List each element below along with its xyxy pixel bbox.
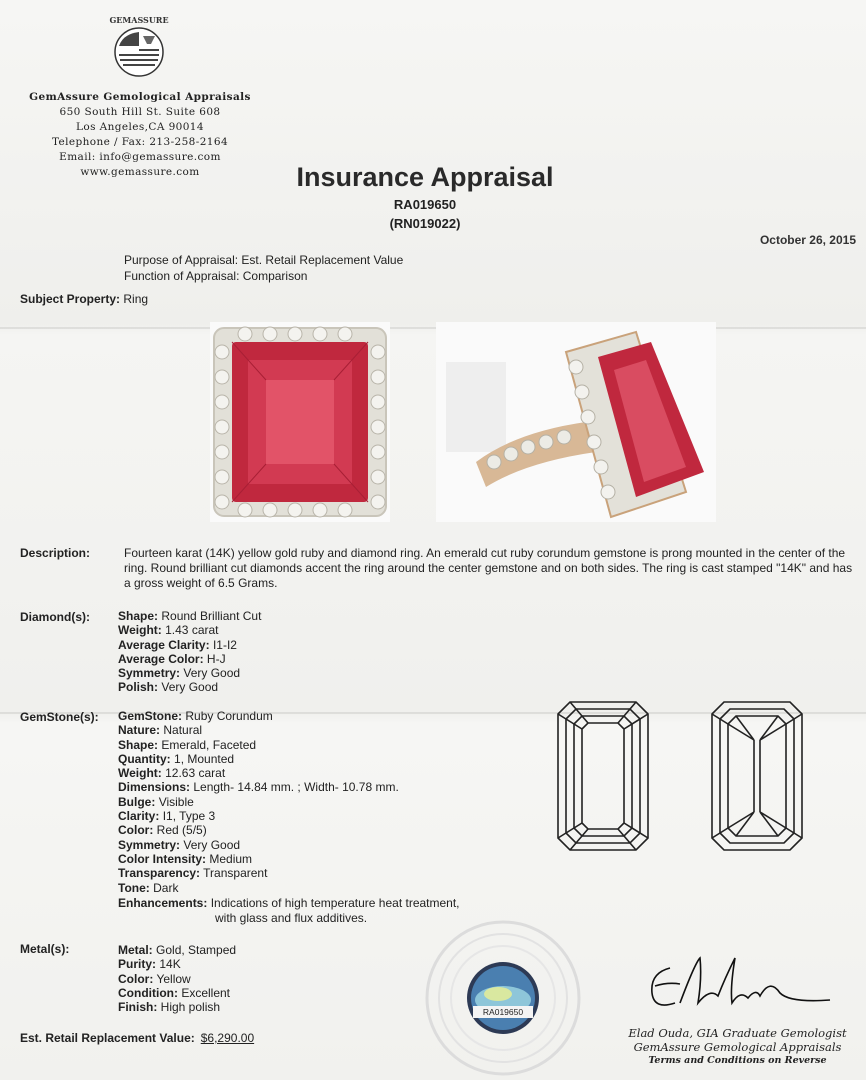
handwritten-signature [640, 948, 840, 1018]
diamond-row: Average Clarity: I1-I2 [118, 637, 237, 652]
purpose-line: Purpose of Appraisal: Est. Retail Replacement Value [124, 253, 404, 267]
company-name: GemAssure Gemological Appraisals [29, 91, 251, 103]
metal-row: Purity: 14K [118, 957, 181, 972]
company-address-block [20, 90, 260, 180]
hologram-seal [418, 918, 588, 1078]
metal-row: Color: Yellow [118, 971, 191, 986]
signature-block [620, 1027, 855, 1068]
gemassure-logo [93, 10, 185, 98]
gem-row: Shape: Emerald, Faceted [118, 737, 257, 752]
diamond-row: Symmetry: Very Good [118, 666, 241, 681]
diamond-row: Polish: Very Good [118, 680, 219, 695]
enhancements: Enhancements: Indications of high temperature heat treatment, with glass and flux additives. [118, 896, 460, 925]
description-label: Description: [20, 546, 91, 560]
estimated-value: Est. Retail Replacement Value: $6,290.00 [20, 1031, 255, 1045]
gem-row: Weight: 12.63 carat [118, 766, 226, 781]
appraisal-date: October 26, 2015 [759, 233, 856, 247]
gemstones-label: GemStone(s): [20, 710, 99, 724]
metal-row: Metal: Gold, Stamped [118, 943, 237, 957]
gem-row: Bulge: Visible [118, 794, 194, 809]
ring-photo-front [210, 322, 390, 522]
function-line: Function of Appraisal: Comparison [124, 269, 308, 283]
gem-row: Dimensions: Length- 14.84 mm. ; Width- 10.78 mm. [118, 780, 399, 795]
gem-row: Clarity: I1, Type 3 [118, 809, 216, 824]
reference-number: (RN019022) [389, 216, 461, 231]
emerald-cut-diagram-bottom [710, 700, 804, 852]
metal-row: Finish: High polish [118, 1000, 221, 1015]
metal-details [118, 943, 236, 1014]
terms-note: Terms and Conditions on Reverse [648, 1055, 827, 1066]
seal-number: RA019650 [482, 1007, 524, 1017]
ring-photo-side [436, 322, 716, 522]
appraisal-number: RA019650 [393, 197, 457, 212]
svg-text:GEMASSURE: GEMASSURE [109, 15, 169, 25]
subject-value: Ring [123, 292, 149, 306]
address-line-1: 650 South Hill St. Suite 608 [59, 106, 221, 118]
phone: Telephone / Fax: 213-258-2164 [51, 136, 229, 148]
address-line-2: Los Angeles,CA 90014 [76, 121, 204, 133]
gem-row: Nature: Natural [118, 723, 203, 738]
signer-name: Elad Ouda, GIA Graduate Gemologist [628, 1026, 847, 1040]
gem-row: GemStone: Ruby Corundum [118, 709, 273, 723]
gem-row: Color Intensity: Medium [118, 851, 253, 866]
paper-fold [0, 327, 866, 329]
diamond-row: Weight: 1.43 carat [118, 623, 219, 638]
signer-company: GemAssure Gemological Appraisals [633, 1039, 842, 1054]
gem-row: Color: Red (5/5) [118, 823, 207, 838]
diamonds-label: Diamond(s): [20, 610, 90, 624]
purpose-block [124, 252, 403, 284]
description-text: Fourteen karat (14K) yellow gold ruby and diamond ring. An emerald cut ruby corundum gemstone is prong mounted in the center of the ring. Round brilliant cut diamonds accent the ring around the center gemstone and on both sides. The ring is cast stamped "14K" and has a gross weight of 6.5 Grams. [124, 546, 853, 590]
subject-label: Subject Property: [20, 292, 121, 306]
metal-row: Condition: Excellent [118, 985, 231, 1000]
gem-row: Tone: Dark [118, 880, 179, 895]
diamond-row: Average Color: H-J [118, 651, 226, 666]
emerald-cut-diagram-top [556, 700, 650, 852]
document-title: Insurance Appraisal [296, 162, 554, 192]
gem-row: Symmetry: Very Good [118, 837, 241, 852]
website: www.gemassure.com [80, 166, 200, 178]
email: Email: info@gemassure.com [59, 151, 221, 163]
subject-property [20, 292, 148, 306]
value-amount: $6,290.00 [200, 1031, 255, 1045]
gem-row: Quantity: 1, Mounted [118, 751, 235, 766]
diamonds-details [118, 609, 261, 695]
diamond-row: Shape: Round Brilliant Cut [118, 609, 262, 623]
metal-label: Metal(s): [20, 942, 70, 956]
gemstone-details [118, 709, 399, 895]
gem-row: Transparency: Transparent [118, 866, 268, 881]
